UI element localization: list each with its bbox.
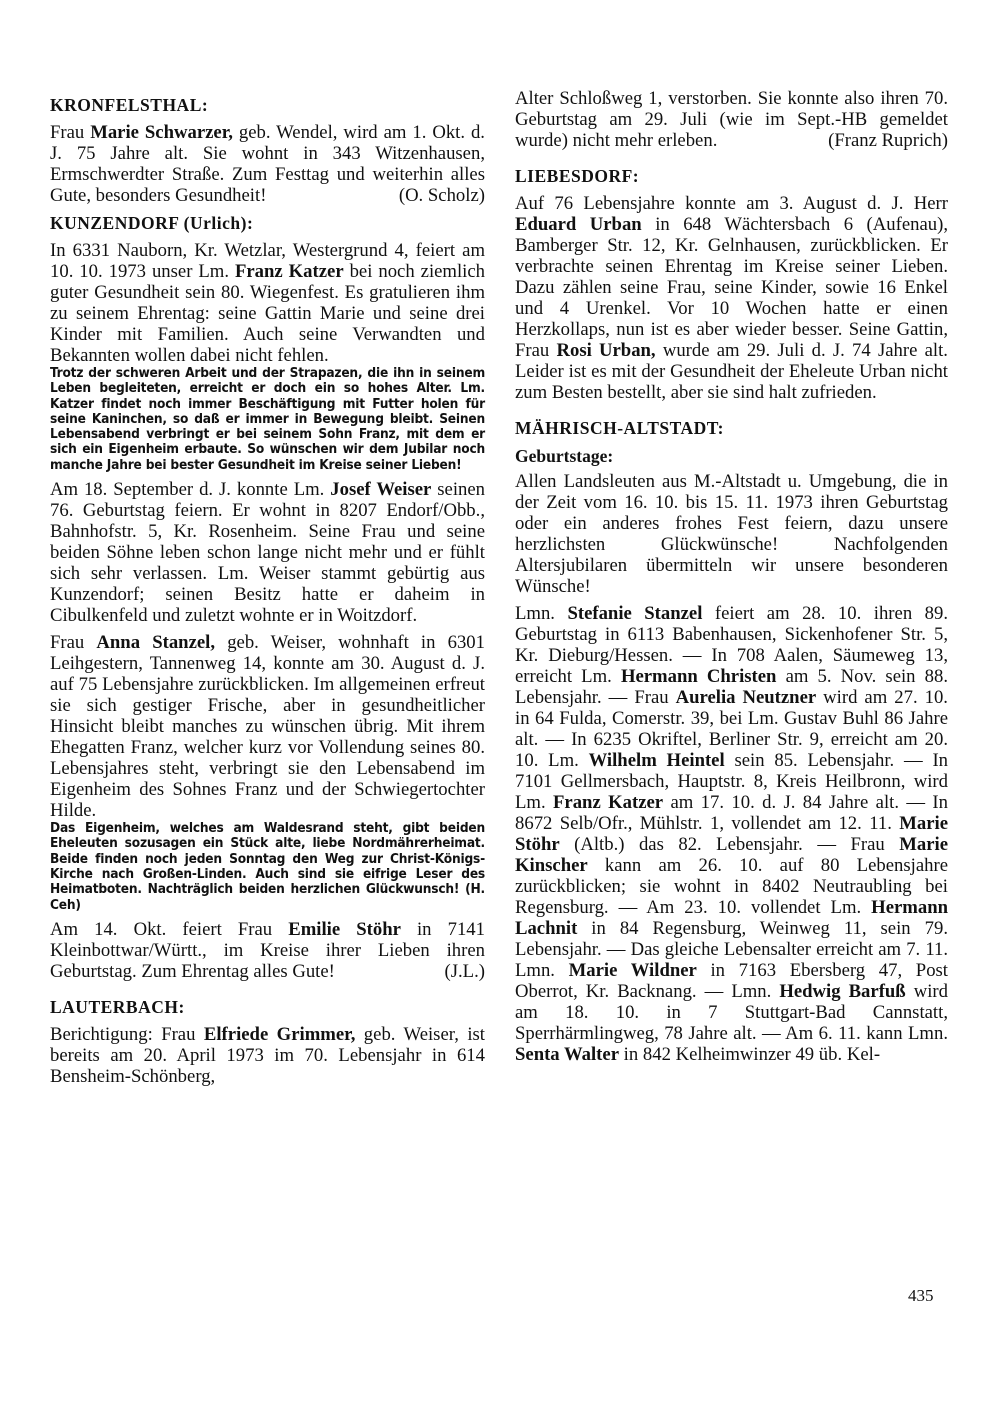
maehrisch-paragraph-1: Allen Landsleuten aus M.-Altstadt u. Umgebung, die in der Zeit vom 16. 10. bis 15. 11. 1973 ihren Geburtstag oder ein anderes frohes Fest feiern, dazu unsere herzlichsten Glückwünsche! Nachfolgenden Altersjubilaren übermitteln wir unsere besonderen Wünsche! [515,471,948,597]
kunzendorf-paragraph-2: Am 18. September d. J. konnte Lm. Josef Weiser seinen 76. Geburtstag feiern. Er wohnt in 8207 Endorf/Obb., Bahnhofstr. 5, Kr. Rosenheim. Seine Frau und seine beiden Söhne leben schon lange nicht mehr und er fühlt sich sehr verlassen. Lm. Weiser stammt gebürtig aus Kunzendorf; seinen Besitz hatte er daheim in Cibulkenfeld und zuletzt wohnte er in Woitzdorf. [50,479,485,627]
section-heading-lauterbach: LAUTERBACH: [50,996,185,1017]
section-heading-kronfelsthal: KRONFELSTHAL: [50,95,209,115]
kunzendorf-small-paragraph-1: Trotz der schweren Arbeit und der Strapazen, die ihn in seinem Leben begleiteten, erreicht er doch ein so hohes Alter. Lm. Katzer findet noch immer Beschäftigung mit Futter holen für seine Kaninchen, so daß er immer in Bewegung bleibt. Seinen Lebensabend verbringt er bei seinem Sohn Franz, mit dem er sich ein Eigenheim erbaute. So wünschen wir dem Jubilar noch manche Jahre bei bester Gesundheit im Kreise seiner Lieben! [50,365,485,473]
signature: (J.L.) [444,960,485,982]
page-number: 435 [908,1286,934,1305]
maehrisch-paragraph-2: Lmn. Stefanie Stanzel feiert am 28. 10. ihren 89. Geburtstag in 6113 Babenhausen, Sickenhofener Str. 5, Kr. Dieburg/Hessen. — In 708 Aalen, Säumeweg 13, erreicht Lm. Hermann Christen am 5. Nov. sein 88. Lebensjahr. — Frau Aurelia Neutzner wird am 27. 10. in 64 Fulda, Comerstr. 39, bei Lm. Gustav Buhl 86 Jahre alt. — In 6235 Okriftel, Berliner Str. 9, erreicht am 20. 10. Lm. Wilhelm Heintel sein 85. Lebensjahr. — In 7101 Gellmersbach, Hauptstr. 8, Kreis Heilbronn, wird Lm. Franz Katzer am 17. 10. d. J. 84 Jahre alt. — In 8672 Selb/Ofr., Mühlstr. 1, vollendet am 12. 11. Marie Stöhr (Altb.) das 82. Lebensjahr. — Frau Marie Kinscher kann am 26. 10. auf 80 Lebensjahre zurückblicken; sie wohnt in 8402 Neutraubling bei Regensburg. — Am 23. 10. vollendet Lm. Hermann Lachnit in 84 Regensburg, Weinweg 11, sein 79. Lebensjahr. — Das gleiche Lebensalter erreicht am 7. 11. Lmn. Marie Wildner in 7163 Ebersberg 47, Post Oberrot, Kr. Backnang. — Lmn. Hedwig Barfuß wird am 18. 10. in 7 Stuttgart-Bad Cannstatt, Sperrhärmlingweg, 78 Jahre alt. — Am 6. 11. kann Lmn. Senta Walter in 842 Kelheimwinzer 49 üb. Kel- [515,603,949,1065]
lauterbach-continued-paragraph: Alter Schloßweg 1, verstorben. Sie konnte also ihren 70. Geburtstag am 29. Juli (wie im Sept.-HB gemeldet wurde) nicht mehr erleben. (Franz Ruprich) [515,88,948,151]
kronfelsthal-paragraph: Frau Marie Schwarzer, geb. Wendel, wird am 1. Okt. d. J. 75 Jahre alt. Sie wohnt in 343 Witzenhausen, Ermschwerdter Straße. Zum Festtag und weiterhin alles Gute, besonders Gesundheit! (O. Scholz) [50,122,485,206]
kunzendorf-small-paragraph-2: Das Eigenheim, welches am Waldesrand steht, gibt beiden Eheleuten sozusagen ein Stück alte, liebe Nordmährerheimat. Beide finden noch jeden Sonntag den Weg zur Christ-Königs-Kirche nach Großen-Linden. Auch sind sie eifrige Leser des Heimatboten. Nachträglich beiden herzlichen Glückwunsch! (H. Ceh) [50,820,485,913]
kunzendorf-paragraph-1: In 6331 Nauborn, Kr. Wetzlar, Westergrund 4, feiert am 10. 10. 1973 unser Lm. Franz Katzer bei noch ziemlich guter Gesundheit sein 80. Wiegenfest. Es gratulieren ihm zu seinem Ehrentag: seine Gattin Marie und seine drei Kinder mit Familien. Auch seine Verwandten und Bekannten wollen dabei nicht fehlen. [50,240,485,366]
left-column [50,88,485,1087]
subheading-geburtstage: Geburtstage: [515,446,614,466]
signature: (Franz Ruprich) [828,130,948,151]
lauterbach-paragraph: Berichtigung: Frau Elfriede Grimmer, geb. Weiser, ist bereits am 20. April 1973 im 70. Lebensjahr in 614 Bensheim-Schönberg, [50,1023,485,1087]
right-column [515,88,948,1065]
section-heading-kunzendorf: KUNZENDORF (Urlich): [50,213,254,233]
section-heading-maehrisch-altstadt: MÄHRISCH-ALTSTADT: [515,418,724,438]
section-heading-liebesdorf: LIEBESDORF: [515,166,640,186]
signature: (O. Scholz) [398,185,485,206]
kunzendorf-paragraph-3: Frau Anna Stanzel, geb. Weiser, wohnhaft in 6301 Leihgestern, Tannenweg 14, konnte am 30. August d. J. auf 75 Lebensjahre zurückblicken. Im allgemeinen erfreut sie sich gestiger Frische, aber in gesundheitlicher Hinsicht bleibt manches zu wünschen übrig. Mit ihrem Ehegatten Franz, welcher kurz vor Vollendung seines 80. Lebensjahres steht, verbringt sie den Lebensabend im Eigenheim des Sohnes Franz und der Schwiegertochter Hilde. [50,632,485,822]
kunzendorf-paragraph-4: Am 14. Okt. feiert Frau Emilie Stöhr in 7141 Kleinbottwar/Württ., im Kreise ihrer Lieben ihren Geburtstag. Zum Ehrentag alles Gute! (J.L.) [50,918,485,982]
liebesdorf-paragraph: Auf 76 Lebensjahre konnte am 3. August d. J. Herr Eduard Urban in 648 Wächtersbach 6 (Aufenau), Bamberger Str. 12, Kr. Gelnhausen, zurückblicken. Er verbrachte seinen Ehrentag im Kreise seiner Lieben. Dazu zählen seine Frau, seine Kinder, sowie 16 Enkel und 4 Urenkel. Vor 10 Wochen hatte er einen Herzkollaps, nun ist es aber wieder besser. Seine Gattin, Frau Rosi Urban, wurde am 29. Juli d. J. 74 Jahre alt. Leider ist es mit der Gesundheit der Eheleute Urban nicht zum Besten bestellt, aber sie sind halt zufrieden. [515,193,949,403]
